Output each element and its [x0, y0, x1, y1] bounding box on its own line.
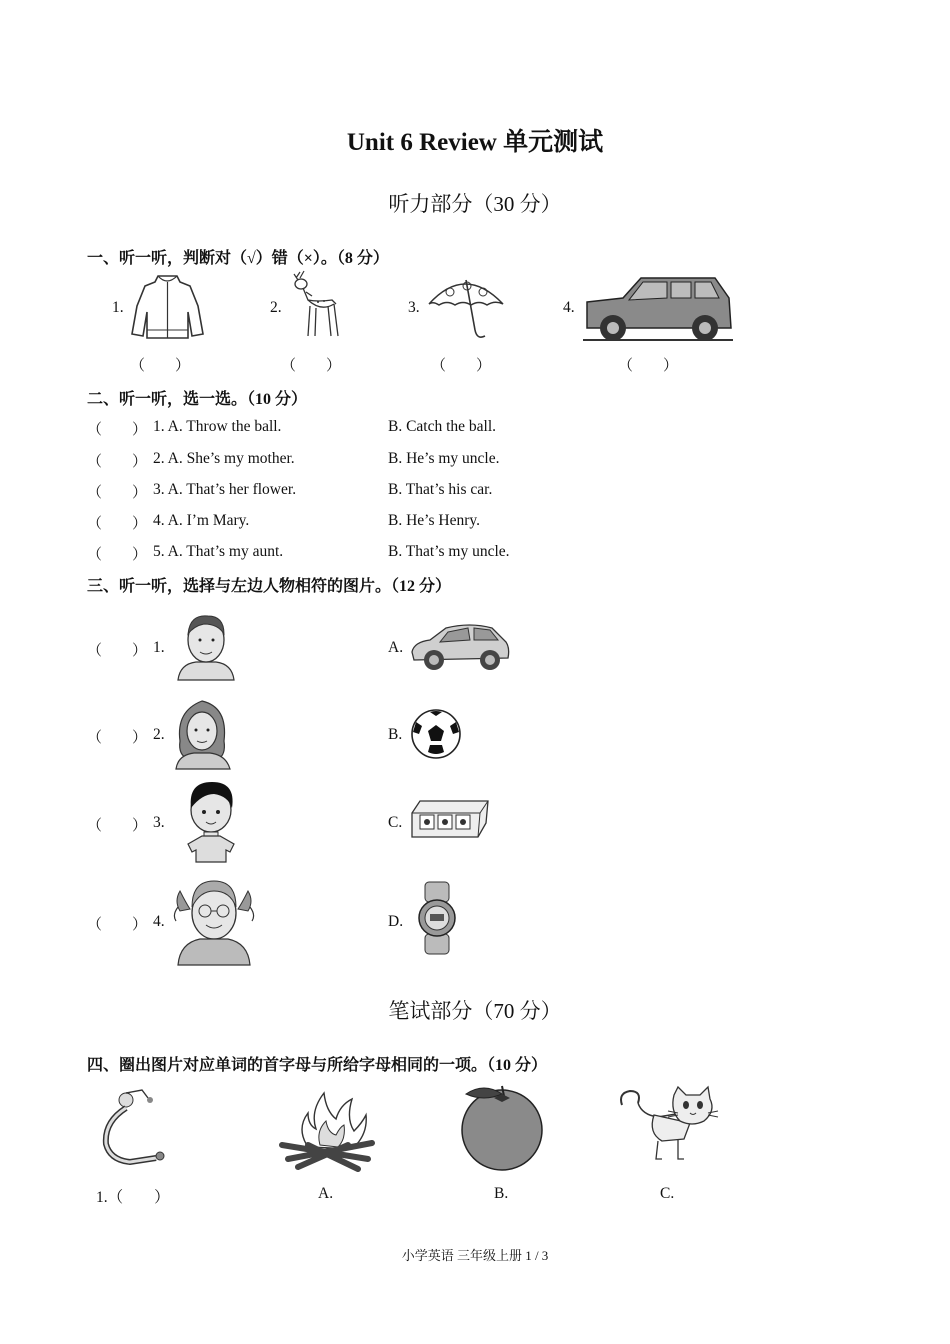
- s2-answer-blank[interactable]: （ ）: [87, 485, 148, 501]
- s3-option-label: C.: [388, 814, 403, 831]
- s2-option-a: 1. A. Throw the ball.: [153, 418, 282, 435]
- s1-answer-blank[interactable]: （ ）: [130, 358, 191, 374]
- s3-answer-blank[interactable]: （ ）: [87, 730, 148, 746]
- s1-answer-blank[interactable]: （ ）: [618, 358, 679, 374]
- s4-option-label: B.: [494, 1185, 509, 1202]
- s3-answer-blank[interactable]: （ ）: [87, 643, 148, 659]
- listening-section-title: 听力部分（30 分）: [388, 192, 562, 216]
- cat-icon: [618, 1085, 722, 1165]
- page-title: Unit 6 Review 单元测试: [346, 129, 604, 156]
- boy-portrait-icon: [182, 778, 240, 864]
- jacket-icon: [130, 272, 205, 344]
- s2-answer-blank[interactable]: （ ）: [87, 422, 148, 438]
- s3-answer-blank[interactable]: （ ）: [87, 917, 148, 933]
- s1-item-number: 1.: [112, 299, 124, 316]
- letter-c-clown-icon: [96, 1088, 168, 1170]
- s2-option-a: 4. A. I’m Mary.: [153, 512, 250, 529]
- orange-icon: [454, 1080, 550, 1172]
- s4-option-label: C.: [660, 1185, 675, 1202]
- deer-icon: [288, 270, 343, 345]
- s2-option-b: B. He’s Henry.: [388, 512, 480, 529]
- s1-item-number: 3.: [408, 299, 420, 316]
- s3-item-number: 1.: [153, 639, 165, 656]
- s3-answer-blank[interactable]: （ ）: [87, 818, 148, 834]
- section-3-heading: 三、听一听，选择与左边人物相符的图片。（12 分）: [87, 578, 452, 595]
- car-icon: [410, 620, 510, 675]
- s2-option-b: B. He’s my uncle.: [388, 450, 500, 467]
- s2-option-a: 3. A. That’s her flower.: [153, 481, 297, 498]
- s2-option-a: 5. A. That’s my aunt.: [153, 543, 284, 560]
- s3-item-number: 4.: [153, 913, 165, 930]
- section-2-heading: 二、听一听，选一选。（10 分）: [87, 391, 308, 408]
- s4-option-label: A.: [318, 1185, 334, 1202]
- pencil-box-icon: [410, 795, 490, 843]
- s3-item-number: 2.: [153, 726, 165, 743]
- car-icon: [583, 272, 733, 342]
- umbrella-icon: [425, 272, 505, 342]
- woman-portrait-icon: [174, 697, 232, 769]
- s2-option-b: B. That’s my uncle.: [388, 543, 510, 560]
- s1-answer-blank[interactable]: （ ）: [281, 358, 342, 374]
- s2-answer-blank[interactable]: （ ）: [87, 516, 148, 532]
- section-1-heading: 一、听一听，判断对（√）错（×）。（8 分）: [87, 250, 389, 267]
- section-4-heading: 四、圈出图片对应单词的首字母与所给字母相同的一项。（10 分）: [87, 1057, 548, 1074]
- s2-answer-blank[interactable]: （ ）: [87, 547, 148, 563]
- s2-option-a: 2. A. She’s my mother.: [153, 450, 295, 467]
- s1-answer-blank[interactable]: （ ）: [431, 358, 492, 374]
- football-icon: [410, 708, 462, 760]
- fire-icon: [278, 1085, 376, 1173]
- s2-option-b: B. Catch the ball.: [388, 418, 497, 435]
- s4-item-number[interactable]: 1.（ ）: [96, 1189, 170, 1206]
- watch-icon: [415, 880, 459, 956]
- s2-option-b: B. That’s his car.: [388, 481, 493, 498]
- grandma-portrait-icon: [172, 877, 256, 965]
- s1-item-number: 4.: [563, 299, 575, 316]
- written-section-title: 笔试部分（70 分）: [388, 999, 562, 1023]
- s3-option-label: A.: [388, 639, 404, 656]
- s3-option-label: B.: [388, 726, 403, 743]
- man-portrait-icon: [174, 610, 238, 680]
- s2-answer-blank[interactable]: （ ）: [87, 454, 148, 470]
- s1-item-number: 2.: [270, 299, 282, 316]
- s3-option-label: D.: [388, 913, 404, 930]
- page-footer: 小学英语 三年级上册 1 / 3: [401, 1248, 549, 1263]
- s3-item-number: 3.: [153, 814, 165, 831]
